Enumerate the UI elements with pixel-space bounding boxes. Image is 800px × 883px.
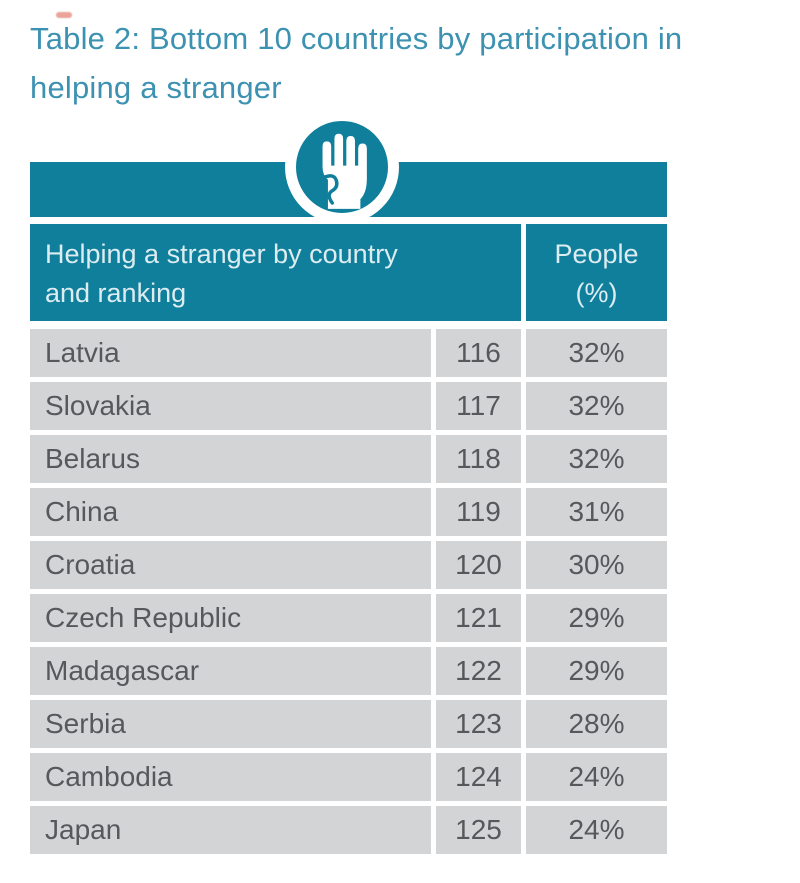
cell-rank: 123 bbox=[436, 700, 521, 748]
cell-people-pct: 32% bbox=[526, 435, 667, 483]
header-country-line1: Helping a stranger by country bbox=[45, 239, 398, 269]
cell-rank: 120 bbox=[436, 541, 521, 589]
cell-people-pct: 32% bbox=[526, 382, 667, 430]
cell-country: Belarus bbox=[30, 435, 431, 483]
header-cell-country-ranking bbox=[30, 224, 521, 321]
table-header-row bbox=[30, 224, 667, 321]
cell-people-pct: 24% bbox=[526, 753, 667, 801]
cell-country: Cambodia bbox=[30, 753, 431, 801]
table-row bbox=[30, 488, 667, 536]
cell-country: China bbox=[30, 488, 431, 536]
cell-rank: 117 bbox=[436, 382, 521, 430]
cell-people-pct: 29% bbox=[526, 647, 667, 695]
cell-rank: 125 bbox=[436, 806, 521, 854]
cell-rank: 121 bbox=[436, 594, 521, 642]
table-row bbox=[30, 806, 667, 854]
header-cell-people bbox=[526, 224, 667, 321]
header-people-line2: (%) bbox=[575, 278, 618, 308]
cell-country: Czech Republic bbox=[30, 594, 431, 642]
cell-people-pct: 32% bbox=[526, 329, 667, 377]
table-row bbox=[30, 647, 667, 695]
raised-hand-glyph bbox=[309, 130, 375, 210]
cell-country: Madagascar bbox=[30, 647, 431, 695]
table-row bbox=[30, 700, 667, 748]
cell-rank: 122 bbox=[436, 647, 521, 695]
table-row bbox=[30, 382, 667, 430]
page-title-line2: helping a stranger bbox=[30, 70, 282, 105]
table-body bbox=[30, 329, 667, 859]
cell-people-pct: 31% bbox=[526, 488, 667, 536]
header-country-line2: and ranking bbox=[45, 278, 187, 308]
cell-people-pct: 30% bbox=[526, 541, 667, 589]
cell-rank: 119 bbox=[436, 488, 521, 536]
raised-hand-icon bbox=[285, 110, 399, 224]
page-title-line1: Table 2: Bottom 10 countries by participation in bbox=[30, 21, 683, 56]
table-row bbox=[30, 435, 667, 483]
header-people-line1: People bbox=[554, 239, 639, 269]
cell-country: Japan bbox=[30, 806, 431, 854]
table-row bbox=[30, 541, 667, 589]
page-title bbox=[30, 14, 750, 112]
cell-people-pct: 28% bbox=[526, 700, 667, 748]
cell-people-pct: 24% bbox=[526, 806, 667, 854]
cell-rank: 116 bbox=[436, 329, 521, 377]
cell-country: Slovakia bbox=[30, 382, 431, 430]
cell-country: Serbia bbox=[30, 700, 431, 748]
cell-rank: 124 bbox=[436, 753, 521, 801]
table-row bbox=[30, 329, 667, 377]
cell-country: Croatia bbox=[30, 541, 431, 589]
cell-country: Latvia bbox=[30, 329, 431, 377]
cell-people-pct: 29% bbox=[526, 594, 667, 642]
cell-rank: 118 bbox=[436, 435, 521, 483]
table-row bbox=[30, 753, 667, 801]
table-row bbox=[30, 594, 667, 642]
